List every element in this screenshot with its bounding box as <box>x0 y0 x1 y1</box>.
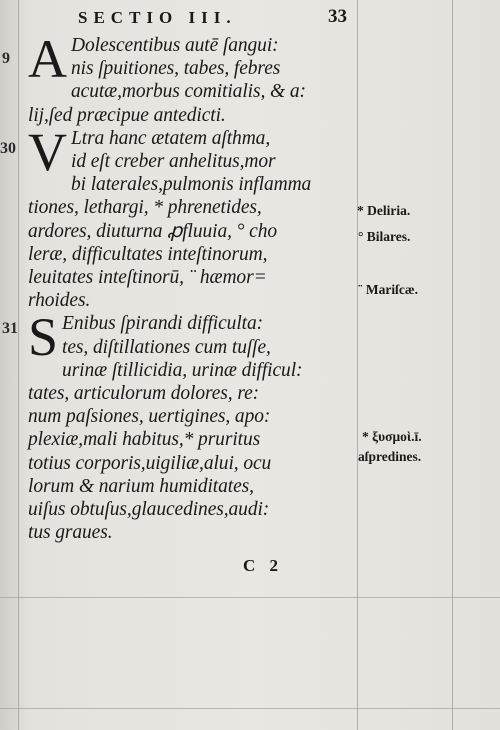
line-number: 30 <box>0 140 16 157</box>
marginal-note: * ξυσμοὶ.ī. <box>362 429 422 444</box>
main-text <box>28 29 362 544</box>
text-line: totius corporis,uigiliæ,alui, ocu <box>28 452 272 474</box>
margin-rule <box>0 597 500 598</box>
paragraph <box>28 121 362 313</box>
text-line: bi laterales,pulmonis inflamma <box>71 174 312 196</box>
page-number: 33 <box>328 6 347 27</box>
text-line: num paſsiones, uertigines, apo: <box>28 406 271 428</box>
marginal-note: aſpredines. <box>358 449 422 464</box>
running-title: SECTIO III. <box>78 8 237 27</box>
text-line: lorum & narium humiditates, <box>28 475 254 497</box>
paragraph <box>28 307 362 544</box>
text-line: rhoides. <box>28 290 91 312</box>
text-line: Ltra hanc ætatem aſthma, <box>71 127 271 149</box>
paragraph <box>28 29 362 127</box>
text-line: tates, articulorum dolores, re: <box>28 383 260 405</box>
text-line: Dolescentibus autē ſangui: <box>71 35 279 56</box>
marginal-note: * Deliria. <box>357 203 411 218</box>
margin-rule <box>452 0 453 730</box>
text-line: plexiæ,mali habitus,* pruritus <box>28 429 261 451</box>
margin-rule <box>18 0 19 730</box>
text-line: tiones, lethargi, * phrenetides, <box>28 197 262 219</box>
text-line: leræ, difficultates inteſtinorum, <box>28 243 268 265</box>
marginal-note: ¨ Mariſcæ. <box>358 282 418 297</box>
text-line: acutæ,morbus comitialis, & a: <box>71 81 306 103</box>
line-number: 9 <box>2 50 10 67</box>
signature-mark: C 2 <box>243 556 284 575</box>
text-line: nis ſpuitiones, tabes, febres <box>71 58 281 80</box>
text-line: tus graues. <box>28 522 113 544</box>
text-line: tes, diſtillationes cum tuſſe, <box>62 336 271 358</box>
margin-rule <box>0 708 500 709</box>
line-number: 31 <box>2 320 18 337</box>
drop-capital: S <box>28 307 59 368</box>
drop-capital: A <box>28 29 67 89</box>
text-line: lij,ſed præcipue antedicti. <box>28 104 226 126</box>
text-line: urinæ ſtillicidia, urinæ difficul: <box>62 359 303 381</box>
text-line: uiſus obtuſus,glaucedines,audi: <box>28 499 270 521</box>
text-line: ardores, diuturna ꝓfluuia, ° cho <box>28 220 278 242</box>
text-line: id eſt creber anhelitus,mor <box>71 151 276 173</box>
drop-capital: V <box>28 121 67 182</box>
page-header <box>60 6 360 32</box>
text-line: leuitates inteſtinorū, ¨ hæmor= <box>28 267 267 289</box>
text-line: Enibus ſpirandi difficulta: <box>62 313 264 335</box>
marginal-note: ° Bilares. <box>358 229 411 244</box>
